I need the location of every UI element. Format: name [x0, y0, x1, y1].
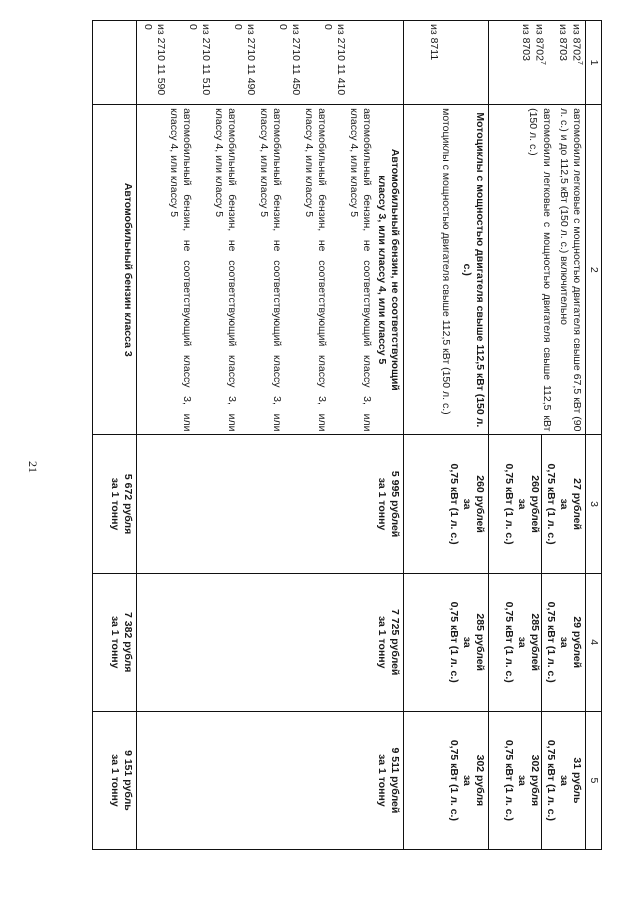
description-cell-motorcycles: [404, 105, 489, 435]
rate-cell-gasoline-col5: [137, 711, 404, 849]
tariff-code: из 8702$^7$: [533, 24, 547, 65]
rate-amount: 9 151 рубль: [122, 750, 135, 811]
rate-unit: за: [516, 498, 529, 510]
table-header-row: [585, 21, 601, 850]
rate-amount: 27 рублей: [570, 478, 583, 530]
rate-unit: за: [460, 636, 473, 648]
tariff-code: из 2710 11 450 0: [277, 24, 303, 96]
rate-amount: 9 511 рублей: [389, 747, 402, 814]
rate-amount: 260 рублей: [529, 475, 542, 533]
section-heading: Мотоциклы с мощностью двигателя свыше 112,5 кВт (150 л. с.): [460, 112, 487, 428]
code-cell-motorcycles: [404, 21, 489, 105]
excise-rate-table: [92, 20, 602, 850]
description-text: автомобильный бензин, не соответствующий классу 3, или классу 4, или классу 5: [213, 108, 239, 432]
tariff-code: из 8703: [520, 24, 533, 61]
code-cell-cars: [489, 21, 586, 105]
tariff-code: из 2710 11 590 0: [142, 24, 168, 96]
tariff-code: из 2710 11 510 0: [187, 24, 213, 96]
description-text: автомобили легковые с мощностью двигателя свыше 112,5 кВт (150 л. с.): [527, 108, 553, 432]
rate-unit: за 1 тонну: [109, 754, 122, 807]
section-heading: Автомобильный бензин, не соответствующий классу 3, или классу 4, или классу 5: [376, 148, 402, 391]
rate-amount: 29 рублей: [570, 616, 583, 669]
tariff-code: из 2710 11 410 0: [322, 24, 348, 96]
rate-amount: 5 672 рубля: [122, 473, 135, 535]
rate-unit: 0,75 кВт (1 л. с.): [544, 739, 557, 821]
rate-cell-gasoline-col4: [137, 573, 404, 711]
table-row-motorcycles: [404, 21, 489, 850]
rate-cell-motorcycles-col5: [404, 711, 489, 849]
rate-cell-cars-col3: [489, 435, 586, 573]
code-cell-gasoline: [137, 21, 404, 105]
rate-unit: за 1 тонну: [376, 615, 389, 669]
rate-unit: за: [460, 774, 473, 786]
rate-cell-motorcycles-col3: [404, 435, 489, 573]
description-text: автомобильный бензин, не соответствующий классу 3, или классу 4, или классу 5: [348, 108, 374, 432]
code-cell-class3: [93, 21, 137, 105]
rate-unit: за: [557, 498, 570, 510]
rate-unit: за 1 тонну: [376, 477, 389, 531]
rate-amount: 5 995 рублей: [389, 470, 402, 538]
rate-unit: 0,75 кВт (1 л. с.): [544, 601, 557, 683]
rate-amount: 285 рублей: [474, 613, 487, 672]
rate-cell-motorcycles-col4: [404, 573, 489, 711]
rate-unit: 0,75 кВт (1 л. с.): [544, 463, 557, 545]
rate-amount: 7 725 рублей: [389, 609, 402, 676]
rate-amount: 7 382 рубля: [122, 612, 135, 673]
header-cell-4: 4: [585, 573, 601, 711]
description-text: автомобильный бензин, не соответствующий классу 3, или классу 4, или классу 5: [168, 108, 194, 432]
rate-unit: 0,75 кВт (1 л. с.): [447, 739, 460, 821]
rate-unit: за: [516, 774, 529, 786]
rate-cell-class3-col5: [93, 711, 137, 849]
rate-amount: 285 рублей: [529, 613, 542, 672]
header-cell-3: 3: [585, 435, 601, 573]
rate-amount: 302 рубля: [474, 754, 487, 807]
description-text: автомобильный бензин, не соответствующий классу 3, или классу 4, или классу 5: [258, 108, 284, 432]
table-row-gasoline-class3: [93, 21, 137, 850]
rate-cell-class3-col3: [93, 435, 137, 573]
page-number: 21: [26, 461, 40, 473]
tariff-code: из 8702$^7$: [570, 24, 583, 65]
tariff-code: из 8711: [428, 24, 441, 61]
rate-unit: 0,75 кВт (1 л. с.): [447, 463, 460, 545]
rate-cell-cars-col4: [489, 573, 586, 711]
description-cell-class3: [93, 105, 137, 435]
rate-unit: 0,75 кВт (1 л. с.): [503, 739, 516, 821]
rate-cell-class3-col4: [93, 573, 137, 711]
rate-unit: за: [460, 498, 473, 510]
table-row-cars: [489, 21, 586, 850]
description-text: мотоциклы с мощностью двигателя свыше 112,5 кВт (150 л. с.): [439, 108, 452, 415]
rotated-table-container: [92, 20, 602, 850]
header-cell-5: 5: [585, 711, 601, 849]
tariff-code: из 8703: [557, 24, 570, 61]
rate-unit: за 1 тонну: [109, 615, 122, 669]
rate-unit: 0,75 кВт (1 л. с.): [447, 601, 460, 683]
description-cell-cars: [489, 105, 586, 435]
header-cell-1: 1: [585, 21, 601, 105]
table-row-gasoline-nonclass: [137, 21, 404, 850]
header-cell-2: 2: [585, 105, 601, 435]
rate-amount: 31 рубль: [570, 757, 583, 804]
rate-unit: 0,75 кВт (1 л. с.): [503, 601, 516, 683]
rate-amount: 260 рублей: [474, 475, 487, 533]
rate-amount: 302 рубля: [529, 754, 542, 807]
description-text: автомобили легковые с мощностью двигателя свыше 67,5 кВт (90 л. с.) и до 112,5 кВт (150 л. с.) включительно: [557, 108, 583, 432]
rate-unit: за 1 тонну: [376, 754, 389, 807]
rate-unit: 0,75 кВт (1 л. с.): [503, 463, 516, 545]
description-cell-gasoline: [137, 105, 404, 435]
rate-unit: за: [557, 636, 570, 648]
description-text: автомобильный бензин, не соответствующий классу 3, или классу 4, или классу 5: [303, 108, 329, 432]
rate-cell-gasoline-col3: [137, 435, 404, 573]
rate-cell-cars-col5: [489, 711, 586, 849]
rate-unit: за: [557, 774, 570, 786]
rate-unit: за: [516, 636, 529, 648]
section-heading: Автомобильный бензин класса 3: [122, 182, 135, 357]
tariff-code: из 2710 11 490 0: [232, 24, 258, 96]
rate-unit: за 1 тонну: [109, 477, 122, 531]
